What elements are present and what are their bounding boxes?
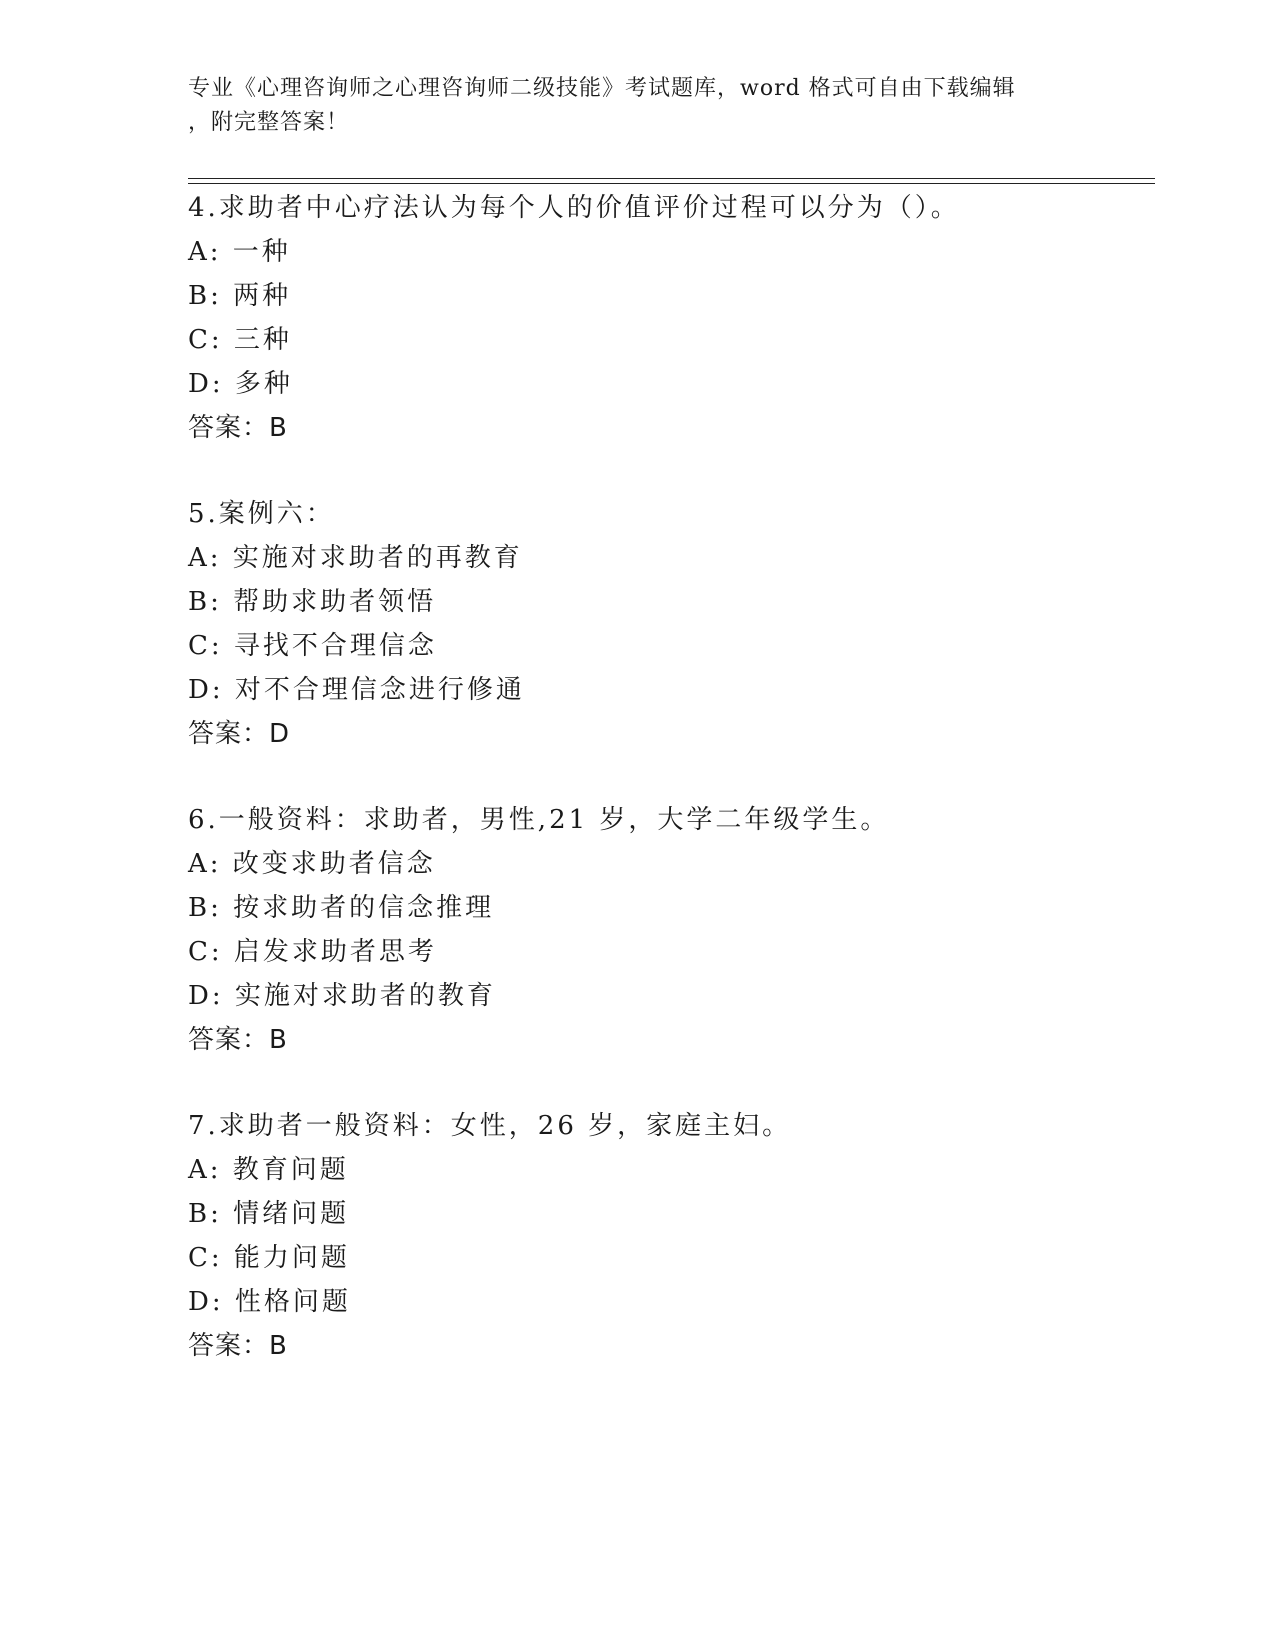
question-stem: 5.案例六： (188, 499, 335, 529)
question-option-b: B: 情绪问题 (188, 1199, 350, 1229)
question-option-d: D: 对不合理信念进行修通 (188, 675, 525, 705)
question-option-a: A: 实施对求助者的再教育 (188, 543, 523, 573)
question-answer: 答案：D (188, 719, 291, 749)
question-option-d: D: 实施对求助者的教育 (188, 981, 496, 1011)
question-stem: 6.一般资料：求助者，男性,21 岁，大学二年级学生。 (188, 805, 890, 835)
question-option-b: B: 按求助者的信念推理 (188, 893, 495, 923)
document-header-line-1: 专业《心理咨询师之心理咨询师二级技能》考试题库，word 格式可自由下载编辑 (188, 76, 1016, 101)
question-option-c: C: 三种 (188, 325, 292, 355)
question-answer: 答案：B (188, 1025, 288, 1055)
question-answer: 答案：B (188, 1331, 288, 1361)
question-option-c: C: 能力问题 (188, 1243, 350, 1273)
question-option-a: A: 改变求助者信念 (188, 849, 436, 879)
question-option-d: D: 性格问题 (188, 1287, 351, 1317)
document-header-line-2: ，附完整答案！ (188, 110, 350, 135)
question-answer: 答案：B (188, 413, 288, 443)
question-option-b: B: 帮助求助者领悟 (188, 587, 437, 617)
question-option-a: A: 教育问题 (188, 1155, 349, 1185)
question-option-d: D: 多种 (188, 369, 293, 399)
question-stem: 7.求助者一般资料：女性，26 岁，家庭主妇。 (188, 1111, 792, 1141)
header-divider-bottom (188, 183, 1155, 184)
header-divider-top (188, 178, 1155, 179)
question-option-c: C: 启发求助者思考 (188, 937, 437, 967)
question-stem: 4.求助者中心疗法认为每个人的价值评价过程可以分为（）。 (188, 193, 960, 223)
question-option-c: C: 寻找不合理信念 (188, 631, 437, 661)
question-option-b: B: 两种 (188, 281, 292, 311)
question-option-a: A: 一种 (188, 237, 291, 267)
